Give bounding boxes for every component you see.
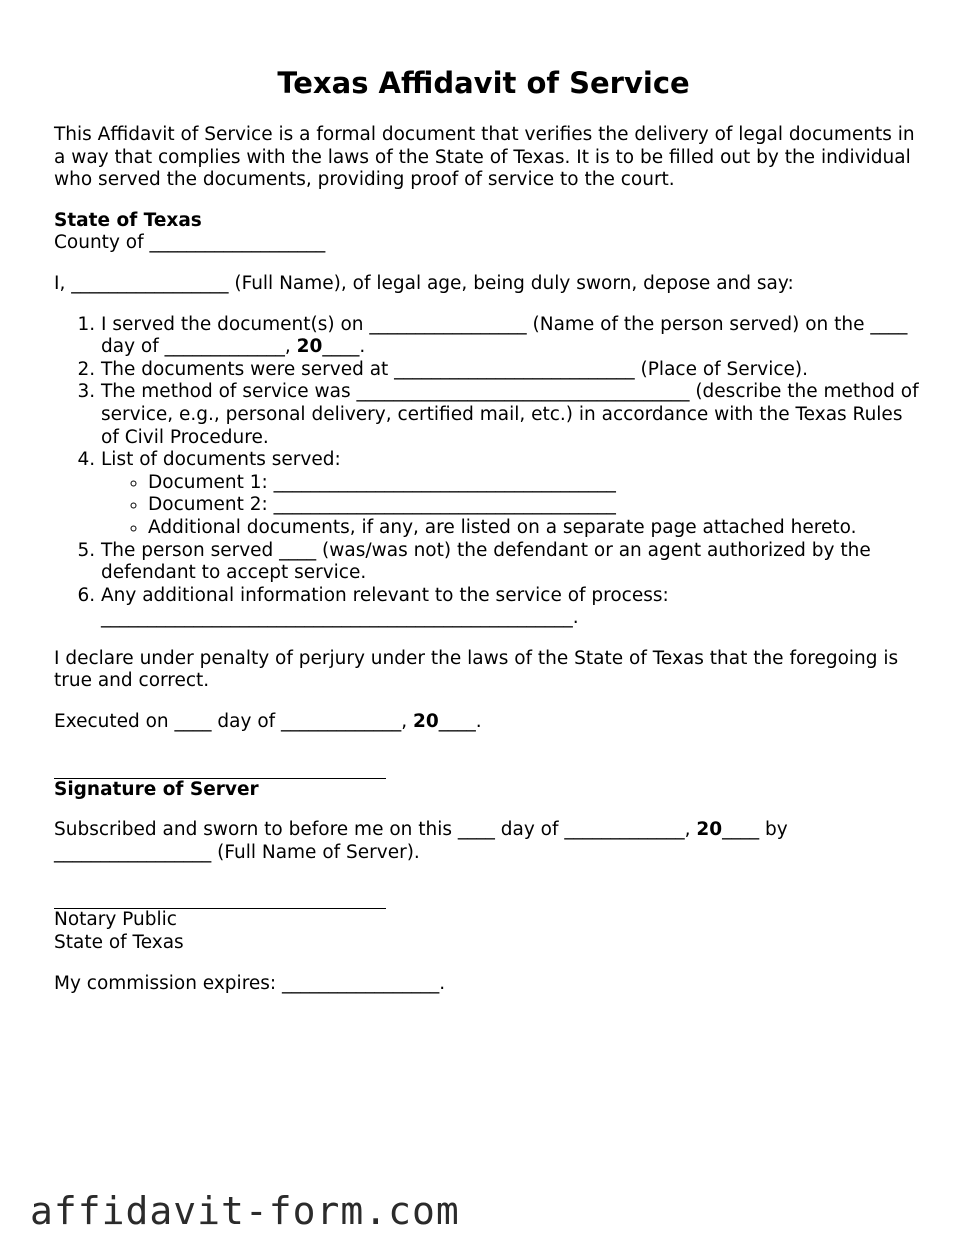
documents-list (101, 472, 922, 540)
list-item-2: 2. The documents were served at __________________________ (Place of Service). (101, 359, 922, 382)
document-title: Texas Affidavit of Service (277, 66, 690, 100)
subscribed-year: 20 (696, 819, 723, 841)
list-item-6: 6. Any additional information relevant to the service of process: ___________________________________________________. (101, 585, 922, 630)
subscribed-text: Subscribed and sworn to before me on this ____ day of _____________, (54, 819, 697, 841)
document-1-item: ◦ Document 1: _____________________________________ (148, 472, 922, 495)
list-item-1 (101, 314, 922, 359)
list-item-5: 5. The person served ____ (was/was not) the defendant or an agent authorized by the defendant to accept service. (101, 540, 922, 585)
declarant-statement: I, _________________ (Full Name), of legal age, being duly sworn, depose and say: (54, 272, 794, 294)
item1-year: 20 (296, 336, 323, 358)
signature-label: Signature of Server (54, 778, 259, 800)
watermark-text: affidavit-form.com (30, 1189, 460, 1233)
list-item-3: 3. The method of service was ____________________________________ (describe the method of service, e.g., personal delivery, certified mail, etc.) in accordance with the Texas Rules of Civil Procedure. (101, 381, 922, 449)
executed-text: Executed on ____ day of _____________, (54, 711, 414, 733)
list-item-4 (101, 449, 922, 539)
county-line: County of ___________________ (54, 232, 326, 254)
executed-year-blank: ____. (438, 711, 482, 733)
declaration-paragraph: I declare under penalty of perjury under the laws of the State of Texas that the foregoing is true and correct. (54, 647, 899, 692)
server-signature-line (54, 756, 386, 779)
notary-public-label: Notary Public (54, 909, 177, 931)
item1-text: I served the document(s) on _________________ (Name of the person served) on the ____ day of _____________, (101, 313, 908, 358)
executed-line (54, 711, 922, 734)
executed-year: 20 (413, 711, 439, 733)
intro-paragraph: This Affidavit of Service is a formal document that verifies the delivery of legal documents in a way that complies with the laws of the State of Texas. It is to be filled out by the individual who served the documents, providing proof of service to the court. (54, 124, 915, 191)
subscribed-rest: ____ by _________________ (Full Name of Server). (54, 819, 788, 863)
commission-expires-line: My commission expires: _________________. (54, 972, 446, 994)
notary-signature-line (54, 886, 386, 909)
service-items-list (54, 314, 922, 630)
subscribed-paragraph (54, 819, 922, 864)
document-body (54, 124, 922, 995)
additional-documents-item: ◦ Additional documents, if any, are listed on a separate page attached hereto. (148, 517, 922, 540)
notary-state-label: State of Texas (54, 932, 184, 954)
item1-year-blank: ____. (322, 336, 366, 358)
document-2-item: ◦ Document 2: _____________________________________ (148, 494, 922, 517)
state-heading: State of Texas (54, 209, 202, 231)
item4-text: List of documents served: (101, 449, 341, 471)
